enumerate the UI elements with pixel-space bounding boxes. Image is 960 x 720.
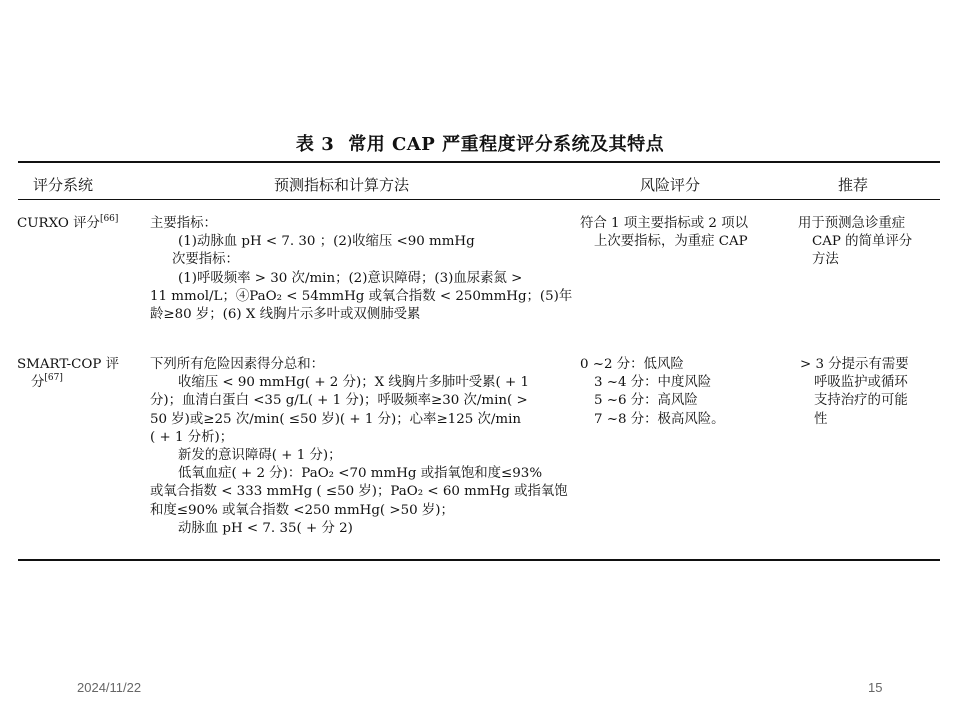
row-curxo-method xyxy=(150,215,572,324)
recommend-line: 性 xyxy=(814,411,828,427)
reference-mark: [67] xyxy=(44,373,63,384)
method-line: 新发的意识障碍( + 1 分)； xyxy=(178,448,342,464)
header-recommend: 推荐 xyxy=(838,176,869,194)
risk-line: 0 ~2 分：低风险 xyxy=(580,357,684,372)
header-risk: 风险评分 xyxy=(640,176,701,194)
risk-line: 3 ~4 分：中度风险 xyxy=(594,375,712,391)
system-name: SMART-COP 评 xyxy=(17,357,120,372)
system-name: CURXO 评分 xyxy=(17,216,100,231)
method-line: (1)动脉血 pH < 7. 30 ；(2)收缩压 <90 mmHg xyxy=(178,234,475,250)
recommend-line: 用于预测急诊重症 xyxy=(798,216,906,231)
row-curxo-risk xyxy=(580,215,748,251)
row-curxo-system xyxy=(17,215,118,233)
row-smartcop-method xyxy=(150,356,568,538)
risk-line: 上次要指标，为重症 CAP xyxy=(594,234,748,250)
table-number: 表 3 xyxy=(295,134,335,155)
method-line: 龄≥80 岁；(6) X 线胸片示多叶或双侧肺受累 xyxy=(150,307,421,323)
recommend-line: > 3 分提示有需要 xyxy=(800,357,909,372)
table-bottom-rule xyxy=(18,559,940,561)
recommend-line: CAP 的简单评分 xyxy=(812,234,913,250)
header-method: 预测指标和计算方法 xyxy=(274,176,410,194)
table-caption: 常用 CAP 严重程度评分系统及其特点 xyxy=(348,134,665,155)
method-line: 或氧合指数 < 333 mmHg ( ≤50 岁)；PaO₂ < 60 mmHg 或指氧饱 xyxy=(150,484,568,500)
system-name-cont: 分 xyxy=(31,375,45,391)
method-line: 主要指标： xyxy=(150,216,217,231)
method-line: 和度≤90% 或氧合指数 <250 mmHg( >50 岁)； xyxy=(150,502,454,518)
method-line: 50 岁)或≥25 次/min( ≤50 岁)( + 1 分)；心率≥125 次/min xyxy=(150,411,521,427)
table-header-rule xyxy=(18,199,940,200)
reference-mark: [66] xyxy=(99,214,119,224)
table-title xyxy=(0,130,960,156)
method-line: 低氧血症( + 2 分)：PaO₂ <70 mmHg 或指氧饱和度≤93% xyxy=(178,466,543,482)
risk-line: 7 ~8 分：极高风险。 xyxy=(594,411,725,427)
method-line: 下列所有危险因素得分总和： xyxy=(150,357,325,372)
footer-date: 2024/11/22 xyxy=(77,680,142,695)
risk-line: 5 ~6 分：高风险 xyxy=(594,393,698,409)
header-system: 评分系统 xyxy=(33,176,94,194)
risk-line: 符合 1 项主要指标或 2 项以 xyxy=(580,216,748,231)
method-line: 分)；血清白蛋白 <35 g/L( + 1 分)；呼吸频率≥30 次/min( > xyxy=(150,393,528,409)
row-curxo-recommend xyxy=(798,215,912,270)
method-line: (1)呼吸频率 > 30 次/min；(2)意识障碍；(3)血尿素氮 > xyxy=(178,270,523,286)
row-smartcop-risk xyxy=(580,356,725,429)
method-line: 次要指标： xyxy=(172,252,239,268)
method-line: 动脉血 pH < 7. 35( + 分 2) xyxy=(178,520,353,536)
method-line: 收缩压 < 90 mmHg( + 2 分)；X 线胸片多肺叶受累( + 1 xyxy=(178,375,529,391)
table-top-rule xyxy=(18,161,940,163)
recommend-line: 支持治疗的可能 xyxy=(814,393,908,409)
row-smartcop-recommend xyxy=(800,356,909,429)
row-smartcop-system xyxy=(17,356,119,392)
page-number: 15 xyxy=(868,680,883,695)
recommend-line: 呼吸监护或循环 xyxy=(814,375,908,391)
method-line: ( + 1 分析)； xyxy=(150,429,234,445)
method-line: 11 mmol/L；④PaO₂ < 54mmHg 或氧合指数 < 250mmHg；(5)年 xyxy=(150,288,573,304)
recommend-line: 方法 xyxy=(812,252,839,268)
